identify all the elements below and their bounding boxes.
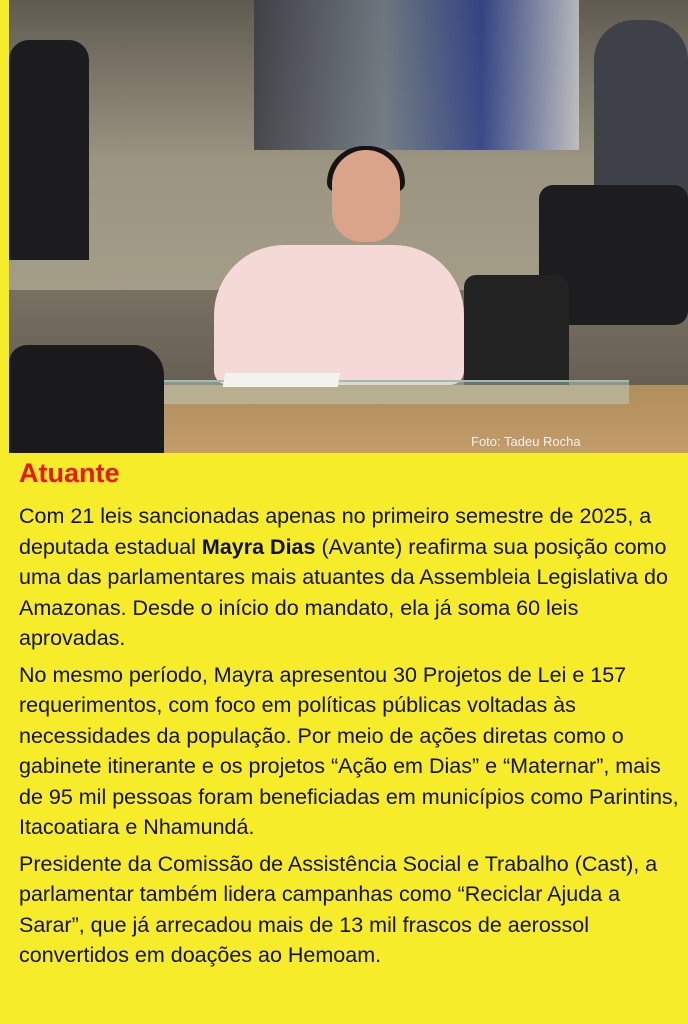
paragraph-1-start: Com 21 leis sancionadas apenas no primeiro semestre de 2025, a deputada estadual bbox=[19, 504, 652, 559]
article-photo bbox=[9, 0, 688, 453]
deputy-name: Mayra Dias bbox=[201, 534, 316, 559]
paragraph-1 bbox=[19, 501, 679, 654]
paragraph-2: No mesmo período, Mayra apresentou 30 Projetos de Lei e 157 requerimentos, com foco em políticas públicas voltadas às necessidades da população. Por meio de ações diretas como o gabinete itinerante e os projetos “Ação em Dias” e “Maternar”, mais de 95 mil pessoas foram beneficiadas em municípios como Parintins, Itacoatiara e Nhamundá. bbox=[19, 662, 679, 839]
photo-credit: Foto: Tadeu Rocha bbox=[471, 434, 581, 449]
article-body bbox=[19, 501, 679, 977]
paragraph-1-end: (Avante) reafirma sua posição como uma das parlamentares mais atuantes da Assembleia Legislativa do Amazonas. Desde o início do mandato, ela já soma 60 leis aprovadas. bbox=[19, 534, 668, 650]
photo-woman-body bbox=[214, 245, 464, 385]
article-title: Atuante bbox=[19, 458, 120, 488]
paragraph-3: Presidente da Comissão de Assistência Social e Trabalho (Cast), a parlamentar também lidera campanhas como “Reciclar Ajuda a Sarar”, que já arrecadou mais de 13 mil frascos de aerossol convertidos em doações ao Hemoam. bbox=[19, 851, 658, 967]
photo-person-right bbox=[594, 20, 688, 210]
photo-papers bbox=[223, 373, 340, 387]
photo-woman-head bbox=[332, 150, 400, 242]
photo-chair-left bbox=[9, 345, 164, 453]
photo-chair-middle bbox=[464, 275, 569, 395]
photo-person-left bbox=[9, 40, 89, 260]
photo-background-screen bbox=[254, 0, 579, 150]
